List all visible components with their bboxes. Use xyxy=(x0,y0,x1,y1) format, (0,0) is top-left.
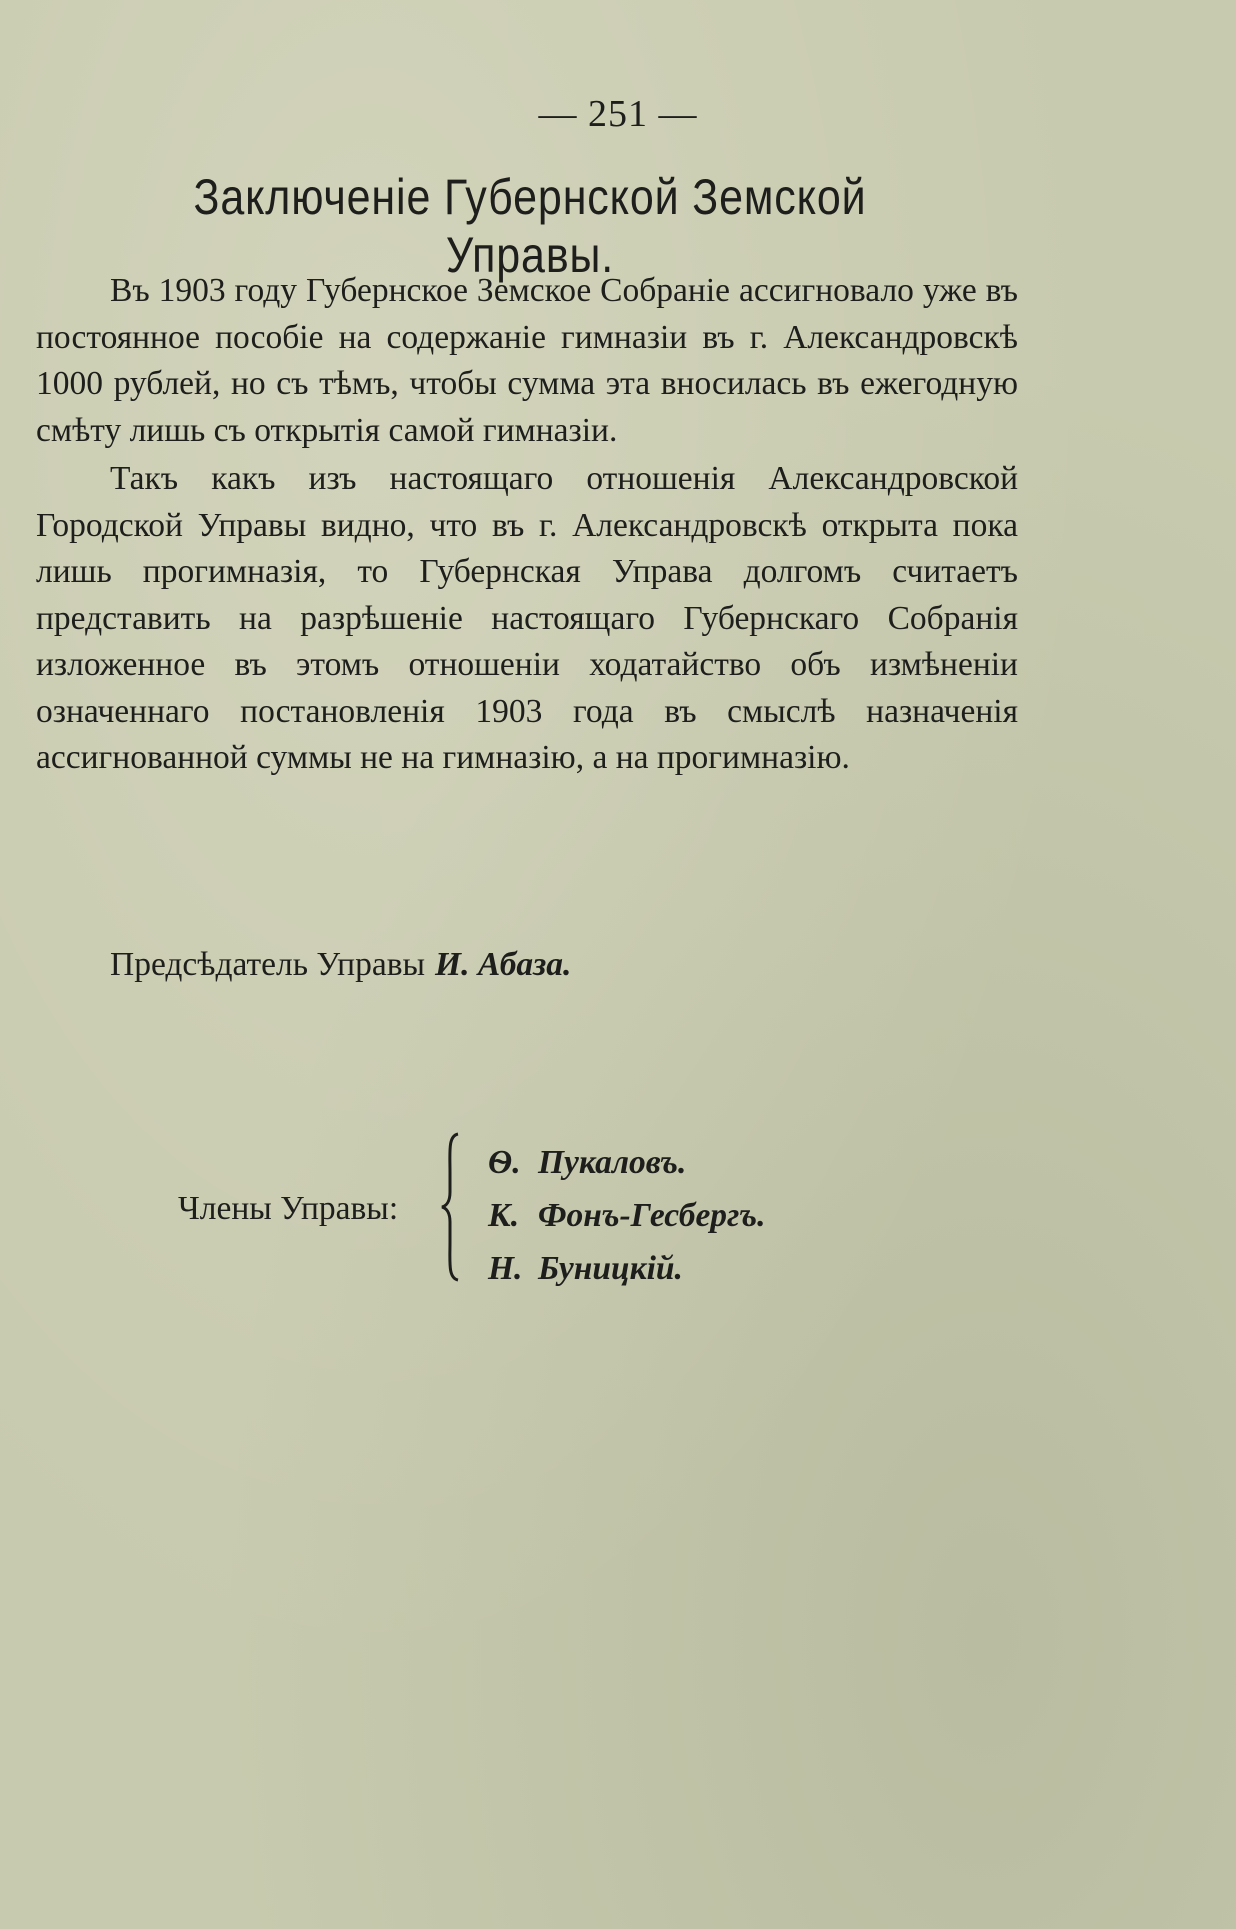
member-initial: К. xyxy=(488,1197,520,1234)
member-surname: Фонъ-Гесбергъ. xyxy=(538,1197,766,1234)
body-text xyxy=(36,268,1018,782)
paragraph-1: Въ 1903 году Губернское Земское Собраніе ассигновало уже въ постоянное пособіе на содержаніе гимназіи въ г. Александровскѣ 1000 рублей, но съ тѣмъ, чтобы сумма эта вносилась въ ежегодную смѣту лишь съ открытія самой гимназіи. xyxy=(36,272,1018,449)
member-1 xyxy=(488,1136,765,1189)
member-3 xyxy=(488,1242,765,1295)
members-label: Члены Управы: xyxy=(178,1190,399,1227)
member-initial: Ѳ. xyxy=(488,1144,521,1181)
page-number: — 251 — xyxy=(538,93,698,135)
paragraph-2: Такъ какъ изъ настоящаго отношенія Александровской Городской Управы видно, что въ г. Александровскѣ открыта пока лишь прогимназія, то Губернская Управа долгомъ считаетъ представить на разрѣшеніе настоящаго Губернскаго Собранія изложенное въ этомъ отношеніи ходатайство объ измѣненіи означеннаго постановленія 1903 года въ смыслѣ назначенія ассигнованной суммы не на гимназію, а на прогимназію. xyxy=(36,460,1018,776)
member-surname: Буницкій. xyxy=(538,1250,683,1287)
members-list xyxy=(488,1136,765,1295)
chairman-signature xyxy=(110,946,571,984)
member-2 xyxy=(488,1189,765,1242)
member-surname: Пукаловъ. xyxy=(538,1144,687,1181)
chairman-name: И. Абаза. xyxy=(435,946,572,983)
page-title: Заключеніе Губернской Земской Управы. xyxy=(193,169,867,283)
member-initial: Н. xyxy=(488,1250,523,1287)
chairman-title: Предсѣдатель Управы xyxy=(110,946,426,983)
curly-brace-icon xyxy=(440,1132,462,1282)
